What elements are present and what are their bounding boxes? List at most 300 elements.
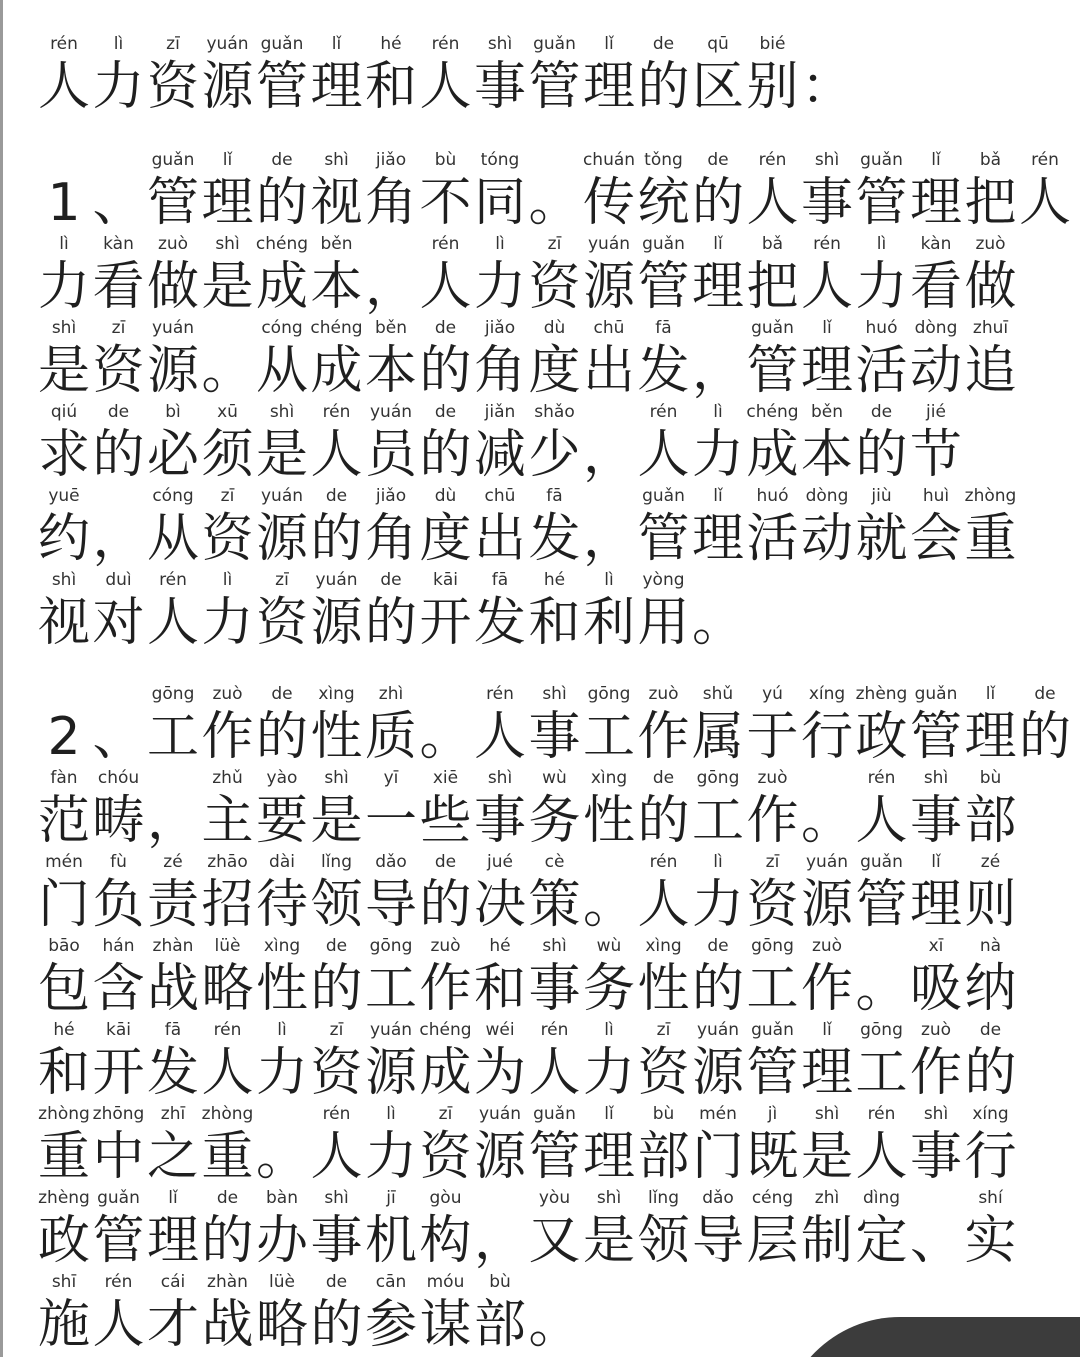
pinyin-annotation: zhōng bbox=[92, 1104, 145, 1124]
hanzi-character: 机 bbox=[364, 1211, 417, 1271]
hanzi-character: 动 bbox=[800, 509, 853, 569]
hanzi-character: 出 bbox=[473, 509, 526, 569]
pinyin-annotation: xíng bbox=[808, 684, 846, 704]
hanzi-character: 传 bbox=[582, 173, 635, 233]
ruby-character bbox=[797, 936, 857, 1020]
hanzi-character: 人 bbox=[37, 57, 90, 117]
hanzi-character: 发 bbox=[528, 509, 581, 569]
pinyin-annotation: shì bbox=[542, 936, 567, 956]
pinyin-annotation: gōng bbox=[860, 1020, 903, 1040]
hanzi-character: 人 bbox=[637, 425, 690, 485]
pinyin-annotation: rén bbox=[1031, 150, 1059, 170]
pinyin-annotation: guǎn bbox=[860, 150, 903, 170]
hanzi-character: 角 bbox=[473, 341, 526, 401]
pinyin-annotation: hé bbox=[380, 34, 402, 54]
pinyin-annotation: yuán bbox=[369, 402, 413, 422]
hanzi-character: 含 bbox=[92, 959, 145, 1019]
hanzi-character: 的 bbox=[419, 341, 472, 401]
hanzi-character: 工 bbox=[746, 959, 799, 1019]
hanzi-character: 看 bbox=[92, 257, 145, 317]
ruby-character bbox=[143, 318, 203, 402]
hanzi-character: 门 bbox=[37, 875, 90, 935]
hanzi-character: 是 bbox=[255, 425, 308, 485]
hanzi-character: 管 bbox=[528, 1127, 581, 1187]
pinyin-annotation: cái bbox=[160, 1272, 186, 1292]
hanzi-character: 。 bbox=[582, 875, 635, 935]
hanzi-character: 发 bbox=[473, 593, 526, 653]
pinyin-annotation: de bbox=[1034, 684, 1056, 704]
pinyin-annotation: yī bbox=[383, 768, 399, 788]
pinyin-annotation: de bbox=[380, 570, 402, 590]
pinyin-annotation: shì bbox=[923, 768, 949, 788]
hanzi-character: 成 bbox=[746, 425, 799, 485]
pinyin-annotation: móu bbox=[426, 1272, 465, 1292]
hanzi-character: 会 bbox=[909, 509, 962, 569]
pinyin-annotation: yòu bbox=[538, 1188, 571, 1208]
pinyin-annotation: bì bbox=[165, 402, 181, 422]
hanzi-character: 发 bbox=[146, 1043, 199, 1103]
pinyin-annotation: zī bbox=[656, 1020, 671, 1040]
hanzi-character: 力 bbox=[691, 425, 744, 485]
pinyin-annotation: rén bbox=[431, 34, 460, 54]
hanzi-character: ， bbox=[582, 425, 635, 485]
hanzi-character: 性 bbox=[582, 791, 635, 851]
hanzi-character: 政 bbox=[37, 1211, 90, 1271]
hanzi-character: 管 bbox=[92, 1211, 145, 1271]
ruby-character bbox=[634, 318, 694, 402]
hanzi-character: 源 bbox=[473, 1127, 526, 1187]
hanzi-character: 资 bbox=[255, 593, 308, 653]
pinyin-annotation: lì bbox=[713, 402, 723, 422]
pinyin-annotation: guǎn bbox=[914, 684, 958, 704]
ruby-character bbox=[961, 318, 1021, 402]
hanzi-character: 管 bbox=[255, 57, 308, 117]
ruby-character bbox=[416, 1188, 476, 1272]
hanzi-character: ， bbox=[364, 257, 417, 317]
hanzi-character: 略 bbox=[255, 1295, 308, 1355]
pinyin-annotation: jiǎo bbox=[484, 318, 516, 338]
pinyin-annotation: qiú bbox=[50, 402, 78, 422]
pinyin-annotation: lüè bbox=[269, 1272, 295, 1292]
pinyin-annotation: bù bbox=[434, 150, 457, 170]
hanzi-character: 人 bbox=[310, 425, 363, 485]
hanzi-character: 力 bbox=[473, 257, 526, 317]
hanzi-character: 人 bbox=[746, 173, 799, 233]
hanzi-character: 部 bbox=[637, 1127, 690, 1187]
ruby-character bbox=[525, 852, 585, 936]
hanzi-character: 力 bbox=[37, 257, 90, 317]
pinyin-annotation: chéng bbox=[310, 318, 363, 338]
hanzi-character: 度 bbox=[419, 509, 472, 569]
hanzi-character: 理 bbox=[146, 1211, 199, 1271]
hanzi-character: 资 bbox=[746, 875, 799, 935]
hanzi-character: 资 bbox=[146, 57, 199, 117]
hanzi-character: 作 bbox=[201, 707, 254, 767]
ruby-character bbox=[961, 234, 1021, 318]
hanzi-character: 是 bbox=[310, 791, 363, 851]
pinyin-annotation: lǐng bbox=[320, 852, 352, 872]
hanzi-character: 资 bbox=[310, 1043, 363, 1103]
hanzi-character: 理 bbox=[800, 1043, 853, 1103]
hanzi-character: 。 bbox=[800, 791, 853, 851]
hanzi-character: 是 bbox=[582, 1211, 635, 1271]
hanzi-character: 门 bbox=[691, 1127, 744, 1187]
hanzi-character: 求 bbox=[37, 425, 90, 485]
hanzi-character: 把 bbox=[964, 173, 1017, 233]
ruby-character bbox=[470, 150, 530, 234]
pinyin-annotation: wù bbox=[542, 768, 567, 788]
pinyin-annotation: guǎn bbox=[642, 486, 685, 506]
hanzi-character: 管 bbox=[637, 257, 690, 317]
hanzi-character: 从 bbox=[146, 509, 199, 569]
pinyin-annotation: rén bbox=[159, 570, 187, 590]
hanzi-character: 力 bbox=[855, 257, 908, 317]
ruby-character bbox=[961, 1104, 1021, 1188]
pinyin-annotation: dài bbox=[269, 852, 295, 872]
pinyin-annotation: rén bbox=[322, 402, 351, 422]
hanzi-character: ， bbox=[146, 791, 199, 851]
hanzi-character: 些 bbox=[419, 791, 472, 851]
pinyin-annotation: fā bbox=[164, 1020, 182, 1040]
pinyin-annotation: de bbox=[216, 1188, 239, 1208]
pinyin-annotation: mén bbox=[45, 852, 83, 872]
hanzi-character: 源 bbox=[364, 1043, 417, 1103]
pinyin-annotation: zhì bbox=[378, 684, 404, 704]
hanzi-character: 本 bbox=[800, 425, 853, 485]
hanzi-character: 行 bbox=[800, 707, 853, 767]
pinyin-annotation: shǎo bbox=[534, 402, 575, 422]
hanzi-character: 又 bbox=[528, 1211, 581, 1271]
pinyin-annotation: kàn bbox=[103, 234, 134, 254]
hanzi-character: 的 bbox=[964, 1043, 1017, 1103]
hanzi-character: 。 bbox=[855, 959, 908, 1019]
hanzi-character: 的 bbox=[691, 173, 744, 233]
pinyin-annotation: zhāo bbox=[207, 852, 248, 872]
hanzi-character: 导 bbox=[691, 1211, 744, 1271]
hanzi-character: 资 bbox=[637, 1043, 690, 1103]
pinyin-annotation: zuò bbox=[757, 768, 788, 788]
hanzi-character: 人 bbox=[1018, 173, 1071, 233]
hanzi-character: 资 bbox=[201, 509, 254, 569]
pinyin-annotation: zī bbox=[166, 34, 180, 54]
hanzi-character: 参 bbox=[364, 1295, 417, 1355]
pinyin-annotation: wù bbox=[596, 936, 622, 956]
hanzi-character: 理 bbox=[691, 257, 744, 317]
hanzi-character: 角 bbox=[364, 173, 417, 233]
pinyin-annotation: chéng bbox=[255, 234, 309, 254]
pinyin-annotation: zhǔ bbox=[212, 768, 243, 788]
pinyin-annotation: shì bbox=[324, 150, 349, 170]
pinyin-annotation: bù bbox=[979, 768, 1002, 788]
hanzi-character: 为 bbox=[473, 1043, 526, 1103]
pinyin-annotation: zī bbox=[329, 1020, 344, 1040]
hanzi-character: 事 bbox=[473, 791, 526, 851]
pinyin-annotation: wéi bbox=[485, 1020, 515, 1040]
pinyin-annotation: chéng bbox=[419, 1020, 472, 1040]
pinyin-annotation: shì bbox=[324, 1188, 349, 1208]
hanzi-character: 主 bbox=[201, 791, 254, 851]
ruby-character bbox=[34, 684, 94, 768]
hanzi-character: 1 bbox=[47, 173, 81, 233]
pinyin-annotation: rén bbox=[649, 402, 678, 422]
pinyin-annotation: de bbox=[325, 1272, 348, 1292]
pinyin-annotation: guǎn bbox=[751, 1020, 794, 1040]
hanzi-character: 做 bbox=[146, 257, 199, 317]
pinyin-annotation: de bbox=[652, 34, 675, 54]
pinyin-annotation: cè bbox=[544, 852, 565, 872]
hanzi-character: 和 bbox=[528, 593, 581, 653]
pinyin-annotation: rén bbox=[104, 1272, 133, 1292]
pinyin-annotation: jì bbox=[767, 1104, 778, 1124]
hanzi-character: 的 bbox=[419, 425, 472, 485]
ruby-character bbox=[307, 234, 367, 318]
pinyin-annotation: mén bbox=[699, 1104, 737, 1124]
hanzi-character: 源 bbox=[691, 1043, 744, 1103]
pinyin-annotation: gōng bbox=[751, 936, 794, 956]
hanzi-character: 、 bbox=[909, 1211, 962, 1271]
pinyin-annotation: zuò bbox=[157, 234, 189, 254]
hanzi-character: 领 bbox=[637, 1211, 690, 1271]
pinyin-annotation: rén bbox=[867, 768, 896, 788]
ruby-character bbox=[906, 402, 966, 486]
pinyin-annotation: zhàn bbox=[152, 936, 194, 956]
hanzi-character: ， bbox=[473, 1211, 526, 1271]
pinyin-annotation: shì bbox=[814, 150, 840, 170]
pinyin-annotation: gōng bbox=[587, 684, 631, 704]
hanzi-character: 策 bbox=[528, 875, 581, 935]
hanzi-character: 人 bbox=[92, 1295, 145, 1355]
hanzi-character: 既 bbox=[746, 1127, 799, 1187]
pinyin-annotation: kāi bbox=[106, 1020, 131, 1040]
hanzi-character: 源 bbox=[800, 875, 853, 935]
pinyin-annotation: jiù bbox=[871, 486, 892, 506]
hanzi-character: 员 bbox=[364, 425, 417, 485]
pinyin-annotation: zhòng bbox=[38, 1104, 90, 1124]
pinyin-annotation: zuò bbox=[975, 234, 1006, 254]
hanzi-character: 理 bbox=[964, 707, 1017, 767]
pinyin-annotation: de bbox=[707, 150, 729, 170]
pinyin-annotation: gòu bbox=[429, 1188, 462, 1208]
pinyin-annotation: bǎ bbox=[761, 234, 784, 254]
pinyin-annotation: lì bbox=[604, 1020, 614, 1040]
pinyin-annotation: shì bbox=[324, 768, 349, 788]
hanzi-character: 活 bbox=[855, 341, 908, 401]
hanzi-character: 和 bbox=[37, 1043, 90, 1103]
pinyin-annotation: yòng bbox=[642, 570, 685, 590]
hanzi-character: 一 bbox=[364, 791, 417, 851]
pinyin-annotation: shì bbox=[923, 1104, 949, 1124]
hanzi-character: 力 bbox=[92, 57, 145, 117]
pinyin-annotation: xiē bbox=[432, 768, 459, 788]
hanzi-character: ， bbox=[582, 509, 635, 569]
pinyin-annotation: lǐ bbox=[713, 234, 723, 254]
pinyin-annotation: lì bbox=[277, 1020, 287, 1040]
hanzi-character: 管 bbox=[746, 341, 799, 401]
pinyin-annotation: lì bbox=[713, 852, 723, 872]
hanzi-character: 理 bbox=[909, 875, 962, 935]
hanzi-character: 畴 bbox=[92, 791, 145, 851]
pinyin-annotation: chéng bbox=[746, 402, 799, 422]
hanzi-character: 资 bbox=[419, 1127, 472, 1187]
hanzi-character: 追 bbox=[964, 341, 1017, 401]
hanzi-character: 就 bbox=[855, 509, 908, 569]
hanzi-character: 。 bbox=[255, 1127, 308, 1187]
pinyin-annotation: hé bbox=[543, 570, 566, 590]
ruby-character bbox=[961, 852, 1021, 936]
ruby-character bbox=[361, 684, 421, 768]
hanzi-character: 重 bbox=[964, 509, 1017, 569]
hanzi-character: 事 bbox=[909, 791, 962, 851]
hanzi-character: 工 bbox=[855, 1043, 908, 1103]
hanzi-character: 性 bbox=[637, 959, 690, 1019]
hanzi-character: 事 bbox=[528, 959, 581, 1019]
pinyin-annotation: zhèng bbox=[38, 1188, 90, 1208]
pinyin-annotation: lì bbox=[59, 234, 69, 254]
pinyin-annotation: xìng bbox=[590, 768, 628, 788]
pinyin-annotation: de bbox=[434, 318, 457, 338]
pinyin-annotation: lì bbox=[495, 234, 505, 254]
pinyin-annotation: lì bbox=[113, 34, 124, 54]
pinyin-annotation: cóng bbox=[261, 318, 303, 338]
pinyin-annotation: guǎn bbox=[151, 150, 195, 170]
ruby-character bbox=[961, 486, 1021, 570]
pinyin-annotation: xíng bbox=[972, 1104, 1009, 1124]
pinyin-annotation: lì bbox=[604, 570, 614, 590]
pinyin-annotation: lì bbox=[876, 234, 887, 254]
pinyin-annotation: zī bbox=[438, 1104, 453, 1124]
hanzi-character: 人 bbox=[419, 57, 472, 117]
pinyin-annotation: de bbox=[870, 402, 893, 422]
hanzi-character: 动 bbox=[909, 341, 962, 401]
pinyin-annotation: guǎn bbox=[860, 852, 903, 872]
ruby-character bbox=[743, 34, 803, 118]
ruby-character bbox=[961, 936, 1021, 1020]
pinyin-annotation: fàn bbox=[50, 768, 78, 788]
ruby-character bbox=[961, 768, 1021, 852]
hanzi-character: 事 bbox=[528, 707, 581, 767]
hanzi-character: 重 bbox=[201, 1127, 254, 1187]
pinyin-annotation: zī bbox=[547, 234, 562, 254]
hanzi-character: 行 bbox=[964, 1127, 1017, 1187]
hanzi-character: 力 bbox=[364, 1127, 417, 1187]
pinyin-annotation: shí bbox=[978, 1188, 1003, 1208]
pinyin-annotation: bù bbox=[652, 1104, 675, 1124]
pinyin-annotation: rén bbox=[758, 150, 787, 170]
hanzi-character: 事 bbox=[310, 1211, 363, 1271]
hanzi-character: 对 bbox=[92, 593, 145, 653]
hanzi-character: 的 bbox=[255, 173, 308, 233]
pinyin-annotation: shì bbox=[596, 1188, 622, 1208]
hanzi-character: 理 bbox=[800, 341, 853, 401]
pinyin-annotation: cān bbox=[375, 1272, 407, 1292]
hanzi-character: 才 bbox=[146, 1295, 199, 1355]
pinyin-annotation: zhàn bbox=[207, 1272, 248, 1292]
hanzi-character: 战 bbox=[146, 959, 199, 1019]
hanzi-character: 。 bbox=[201, 341, 254, 401]
hanzi-character: 活 bbox=[746, 509, 799, 569]
hanzi-character: 属 bbox=[691, 707, 744, 767]
pinyin-annotation: yuán bbox=[260, 486, 304, 506]
pinyin-annotation: yuán bbox=[151, 318, 195, 338]
pinyin-annotation: xū bbox=[217, 402, 238, 422]
pinyin-annotation: zé bbox=[980, 852, 1001, 872]
hanzi-character: 质 bbox=[364, 707, 417, 767]
hanzi-character: 的 bbox=[419, 875, 472, 935]
pinyin-annotation: lǐ bbox=[822, 318, 832, 338]
pinyin-annotation: zī bbox=[275, 570, 289, 590]
ruby-character bbox=[89, 768, 149, 852]
hanzi-character: 利 bbox=[582, 593, 635, 653]
pinyin-annotation: xìng bbox=[645, 936, 682, 956]
hanzi-character: 人 bbox=[146, 593, 199, 653]
pinyin-annotation: bāo bbox=[48, 936, 80, 956]
pinyin-annotation: bù bbox=[489, 1272, 511, 1292]
pinyin-annotation: zī bbox=[765, 852, 780, 872]
hanzi-character: 作 bbox=[909, 1043, 962, 1103]
pinyin-annotation: shǔ bbox=[702, 684, 734, 704]
pinyin-annotation: lǐ bbox=[604, 1104, 614, 1124]
hanzi-character: 作 bbox=[746, 791, 799, 851]
pinyin-annotation: shì bbox=[814, 1104, 840, 1124]
pinyin-annotation: chū bbox=[484, 486, 516, 506]
hanzi-character: 力 bbox=[691, 875, 744, 935]
hanzi-character: 战 bbox=[201, 1295, 254, 1355]
hanzi-character: 减 bbox=[473, 425, 526, 485]
ruby-character bbox=[961, 1020, 1021, 1104]
pinyin-annotation: zuò bbox=[920, 1020, 952, 1040]
pinyin-annotation: zuò bbox=[811, 936, 843, 956]
pinyin-annotation: guǎn bbox=[533, 1104, 576, 1124]
hanzi-character: 把 bbox=[746, 257, 799, 317]
pinyin-annotation: guǎn bbox=[260, 34, 304, 54]
pinyin-annotation: běn bbox=[320, 234, 353, 254]
hanzi-character: 管 bbox=[909, 707, 962, 767]
pinyin-annotation: gōng bbox=[369, 936, 413, 956]
pinyin-annotation: kāi bbox=[433, 570, 458, 590]
pinyin-annotation: shì bbox=[487, 768, 513, 788]
pinyin-annotation: yuán bbox=[696, 1020, 740, 1040]
pinyin-annotation: zé bbox=[163, 852, 183, 872]
hanzi-character: 决 bbox=[473, 875, 526, 935]
pinyin-annotation: lǐ bbox=[604, 34, 614, 54]
hanzi-character: 的 bbox=[855, 425, 908, 485]
pinyin-annotation: zhòng bbox=[964, 486, 1017, 506]
pinyin-annotation: lǐ bbox=[331, 34, 342, 54]
hanzi-character: ， bbox=[92, 509, 145, 569]
hanzi-character: 工 bbox=[146, 707, 199, 767]
pinyin-annotation: zuò bbox=[212, 684, 243, 704]
pinyin-annotation: lì bbox=[386, 1104, 396, 1124]
ruby-character bbox=[470, 1272, 530, 1356]
hanzi-character: 性 bbox=[310, 707, 363, 767]
hanzi-character: 源 bbox=[582, 257, 635, 317]
hanzi-character: 视 bbox=[310, 173, 363, 233]
pinyin-annotation: yuán bbox=[315, 570, 358, 590]
pinyin-annotation: de bbox=[325, 486, 348, 506]
hanzi-character: 定 bbox=[855, 1211, 908, 1271]
pinyin-annotation: tǒng bbox=[644, 150, 683, 170]
pinyin-annotation: rén bbox=[322, 1104, 351, 1124]
pinyin-annotation: gōng bbox=[696, 768, 740, 788]
hanzi-character: 事 bbox=[473, 57, 526, 117]
hanzi-character: 纳 bbox=[964, 959, 1017, 1019]
hanzi-character: 做 bbox=[964, 257, 1017, 317]
hanzi-character: 人 bbox=[637, 875, 690, 935]
hanzi-character: 则 bbox=[964, 875, 1017, 935]
pinyin-annotation: bàn bbox=[266, 1188, 298, 1208]
pinyin-annotation: dù bbox=[543, 318, 566, 338]
pinyin-annotation: jué bbox=[487, 852, 513, 872]
